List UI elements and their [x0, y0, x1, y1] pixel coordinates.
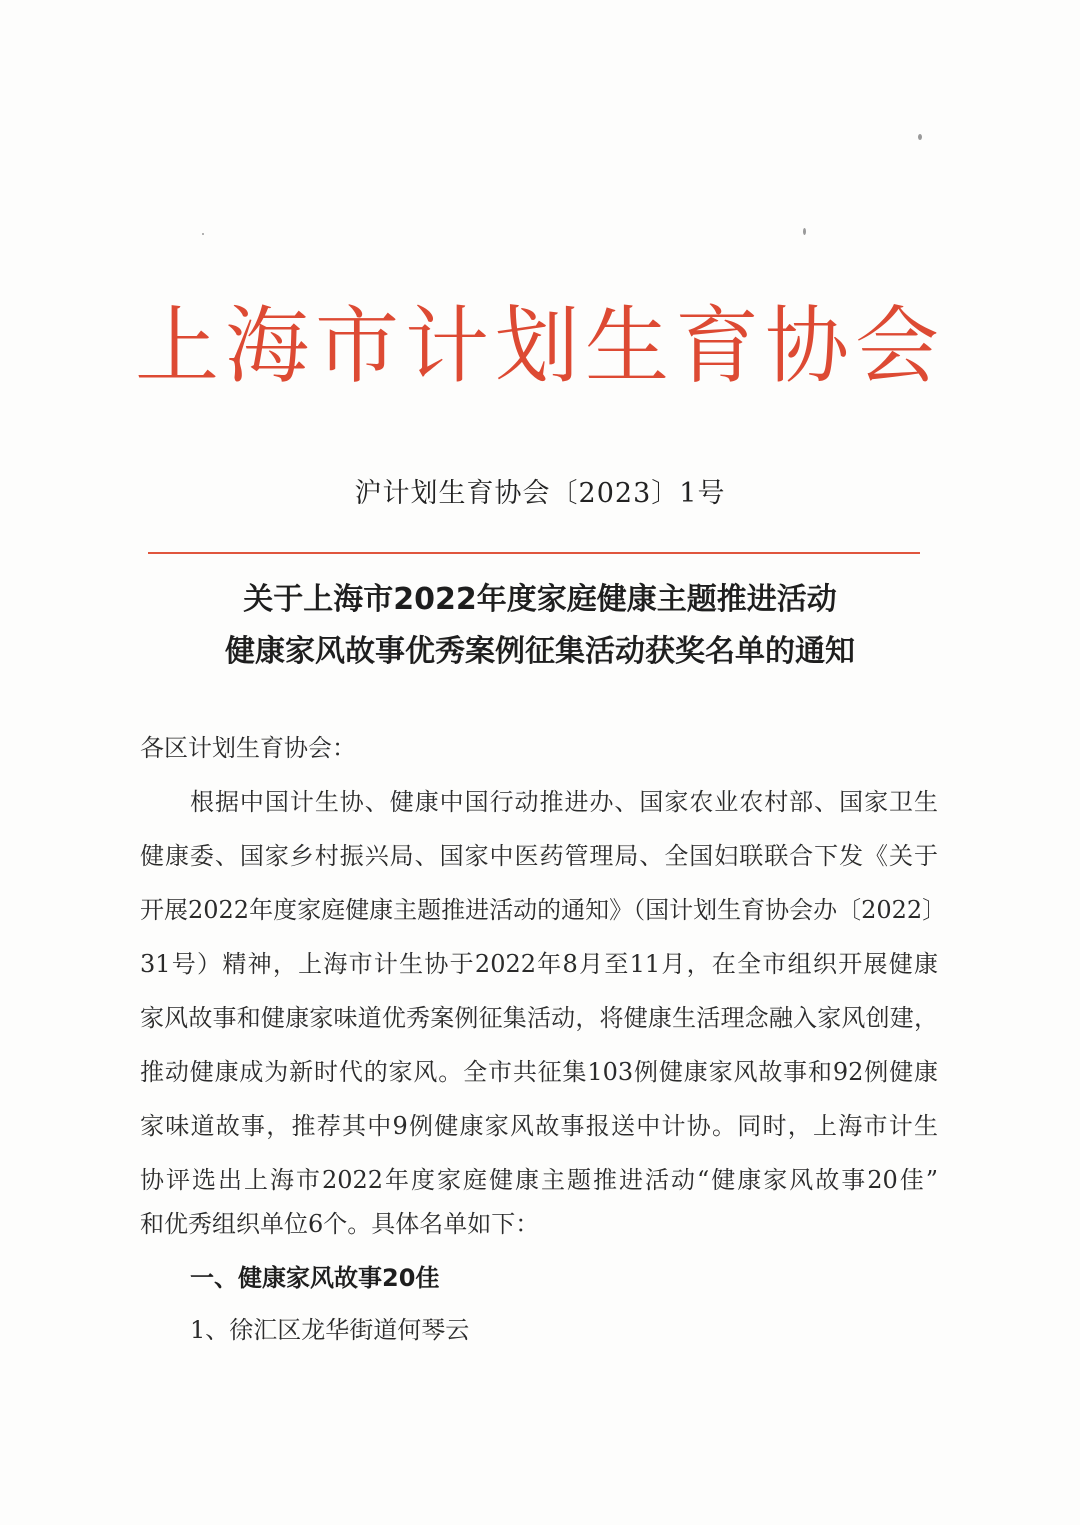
- red-divider: [148, 552, 920, 554]
- body-line: 根据中国计生协、健康中国行动推进办、国家农业农村部、国家卫生: [190, 788, 938, 816]
- body-line: 协评选出上海市2022年度家庭健康主题推进活动“健康家风故事20佳”: [140, 1166, 938, 1194]
- body-line: 推动健康成为新时代的家风。全市共征集103例健康家风故事和92例健康: [140, 1058, 938, 1086]
- body-line: 和优秀组织单位6个。具体名单如下：: [140, 1210, 540, 1238]
- list-item: 1、徐汇区龙华街道何琴云: [190, 1316, 470, 1344]
- section-heading: 一、健康家风故事20佳: [190, 1264, 440, 1292]
- document-number: 沪计划生育协会〔2023〕1号: [354, 478, 726, 509]
- body-line: 家味道故事，推荐其中9例健康家风故事报送中计协。同时，上海市计生: [140, 1112, 938, 1140]
- document-title-line-1: 关于上海市2022年度家庭健康主题推进活动: [243, 582, 837, 617]
- scan-speck: [918, 134, 922, 140]
- body-line: 开展2022年度家庭健康主题推进活动的通知》（国计划生育协会办〔2022〕: [140, 896, 947, 924]
- body-line: 家风故事和健康家味道优秀案例征集活动，将健康生活理念融入家风创建，: [140, 1004, 938, 1032]
- scan-speck: [803, 228, 806, 235]
- body-line: 健康委、国家乡村振兴局、国家中医药管理局、全国妇联联合下发《关于: [140, 842, 938, 870]
- document-title-line-2: 健康家风故事优秀案例征集活动获奖名单的通知: [225, 634, 855, 669]
- organization-header: 上海市计划生育协会: [134, 297, 945, 395]
- body-line: 31号）精神，上海市计生协于2022年8月至11月，在全市组织开展健康: [140, 950, 938, 978]
- salutation: 各区计划生育协会：: [140, 734, 356, 762]
- scan-speck: [202, 233, 204, 235]
